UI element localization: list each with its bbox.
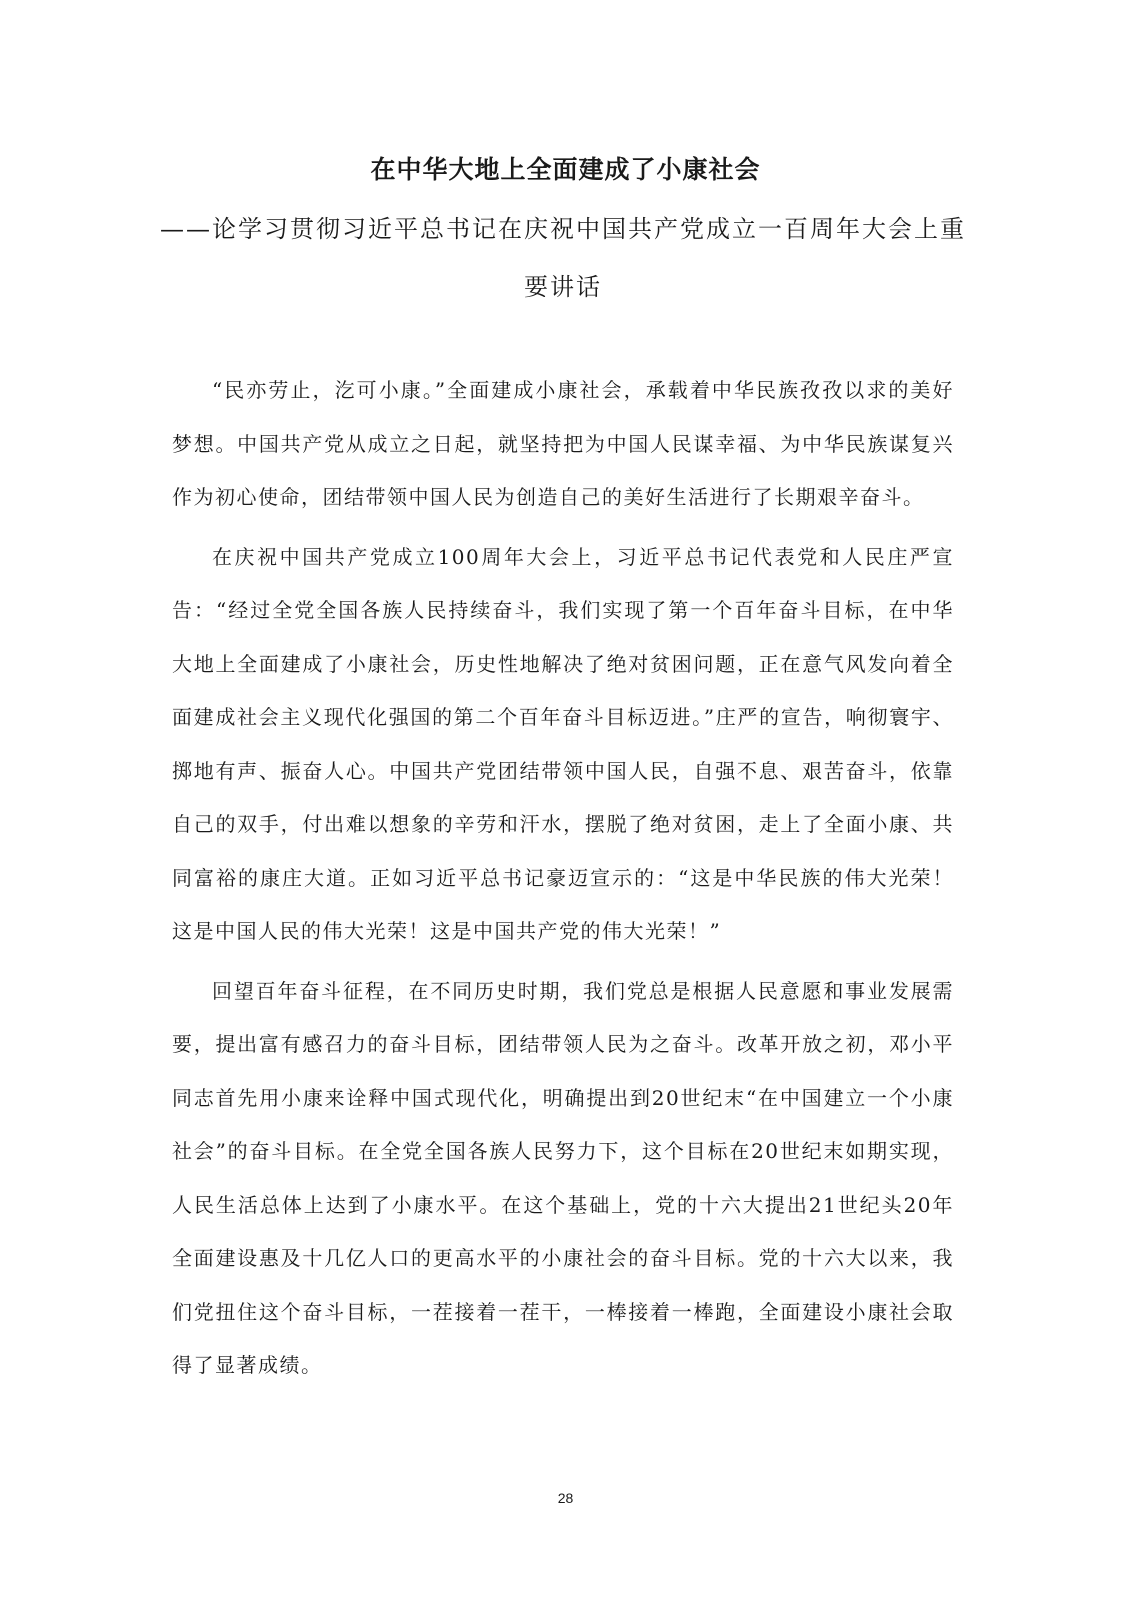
article-title: 在中华大地上全面建成了小康社会 [370,155,761,184]
paragraph: 回望百年奋斗征程，在不同历史时期，我们党总是根据人民意愿和事业发展需要，提出富有感召力的奋斗目标，团结带领人民为之奋斗。改革开放之初，邓小平同志首先用小康来诠释中国式现代化，明确提出到20世纪末“在中国建立一个小康社会”的奋斗目标。在全党全国各族人民努力下，这个目标在20世纪末如期实现，人民生活总体上达到了小康水平。在这个基础上，党的十六大提出21世纪头20年全面建设惠及十几亿人口的更高水平的小康社会的奋斗目标。党的十六大以来，我们党扭住这个奋斗目标，一茬接着一茬干，一棒接着一棒跑，全面建设小康社会取得了显著成绩。 [172,978,954,1377]
paragraph: 在庆祝中国共产党成立100周年大会上，习近平总书记代表党和人民庄严宣告：“经过全党全国各族人民持续奋斗，我们实现了第一个百年奋斗目标，在中华大地上全面建成了小康社会，历史性地解决了绝对贫困问题，正在意气风发向着全面建成社会主义现代化强国的第二个百年奋斗目标迈进。”庄严的宣告，响彻寰宇、掷地有声、振奋人心。中国共产党团结带领中国人民，自强不息、艰苦奋斗，依靠自己的双手，付出难以想象的辛劳和汗水，摆脱了绝对贫困，走上了全面小康、共同富裕的康庄大道。正如习近平总书记豪迈宣示的：“这是中华民族的伟大光荣！这是中国人民的伟大光荣！这是中国共产党的伟大光荣！” [172,544,954,943]
article-subtitle: ——论学习贯彻习近平总书记在庆祝中国共产党成立一百周年大会上重要讲话 [160,215,966,301]
paragraph: “民亦劳止，汔可小康。”全面建成小康社会，承载着中华民族孜孜以求的美好梦想。中国共产党从成立之日起，就坚持把为中国人民谋幸福、为中华民族谋复兴作为初心使命，团结带领中国人民为创造自己的美好生活进行了长期艰辛奋斗。 [172,378,954,509]
page-number: 28 [557,1490,574,1506]
article-body [172,364,954,1399]
